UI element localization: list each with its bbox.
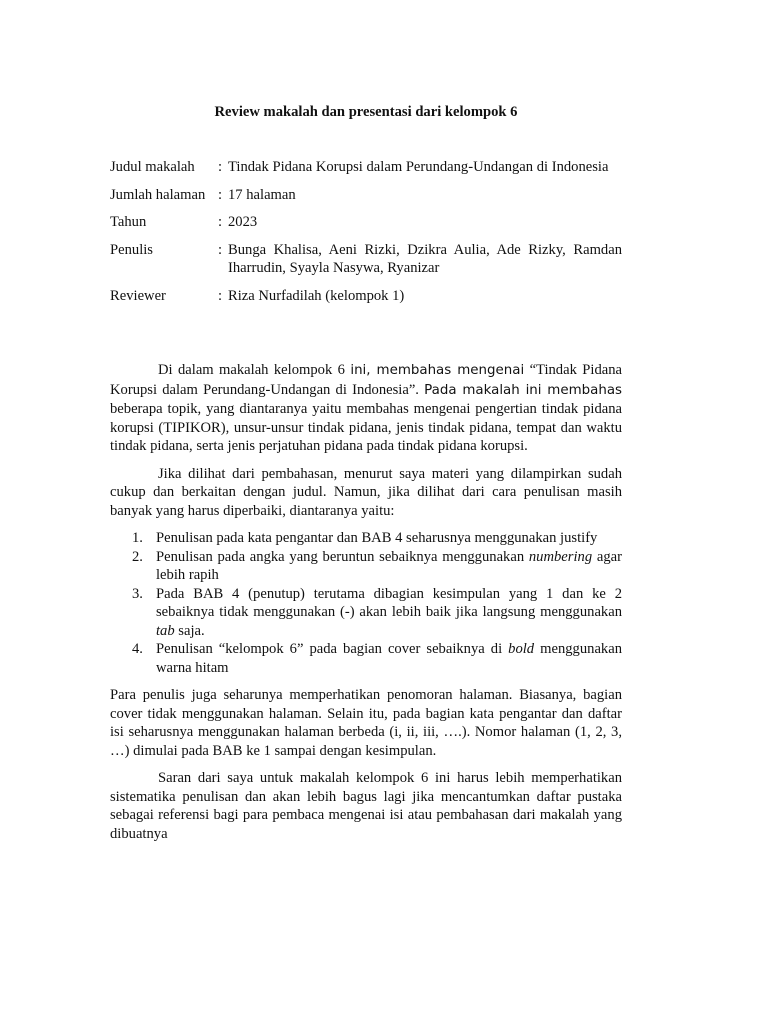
meta-value: Bunga Khalisa, Aeni Rizki, Dzikra Aulia, Ade Rizky, Ramdan Iharrudin, Syayla Nasywa, Ryanizar [228,241,622,276]
list-text: Penulisan “kelompok 6” pada bagian cover sebaiknya di bold menggunakan warna hitam [156,641,622,676]
meta-row-jumlah-halaman [110,186,622,205]
list-item [110,548,622,585]
paragraph-page-numbering: Para penulis juga seharunya memperhatikan penomoran halaman. Biasanya, bagian cover tidak menggunakan halaman. Selain itu, pada bagian kata pengantar dan daftar isi seharusnya menggunakan halaman berbeda (i, ii, iii, ….). Nomor halaman (1, 2, 3, …) dimulai pada BAB ke 1 sampai dengan kesimpulan. [110,687,622,759]
correction-list [110,529,622,677]
meta-separator: : [218,214,223,230]
list-item [110,640,622,677]
meta-key: Jumlah halaman [110,186,206,203]
paragraph-assessment: Jika dilihat dari pembahasan, menurut saya materi yang dilampirkan sudah cukup dan berkaitan dengan judul. Namun, jika dilihat dari cara penulisan masih banyak yang harus diperbaiki, diantaranya yaitu: [110,465,622,519]
list-text: Penulisan pada angka yang beruntun sebaiknya menggunakan numbering agar lebih rapih [156,548,622,583]
paragraph-text: “Tindak Pidana Korupsi dalam Perundang-Undangan di Indonesia”. [110,362,622,398]
list-number: 1. [132,530,143,546]
meta-row-penulis [110,241,622,278]
paragraph-suggestion: Saran dari saya untuk makalah kelompok 6 ini harus lebih memperhatikan sistematika penulisan dan akan lebih bagus lagi jika mencantumkan daftar pustaka sebagai referensi bagi para pembaca mengenai isi atau pembahasan dari makalah yang dibuatnya [110,770,622,842]
list-number: 4. [132,641,143,657]
paragraph-intro [110,361,622,456]
meta-separator: : [218,186,223,203]
list-item [110,529,622,548]
list-number: 3. [132,585,143,602]
meta-row-reviewer [110,287,622,306]
list-text: Penulisan pada kata pengantar dan BAB 4 seharusnya menggunakan justify [156,530,598,546]
review-body [110,361,622,852]
meta-value: 2023 [228,214,258,230]
meta-key: Penulis [110,241,153,258]
meta-separator: : [218,287,223,304]
meta-value: Riza Nurfadilah (kelompok 1) [228,287,405,304]
metadata-table [110,158,622,314]
list-item [110,585,622,641]
meta-separator: : [218,159,223,175]
list-number: 2. [132,548,143,565]
list-text: Pada BAB 4 (penutup) terutama dibagian kesimpulan yang 1 dan ke 2 sebaiknya tidak menggunakan (-) akan lebih baik jika langsung menggunakan tab saja. [156,585,622,639]
paragraph-text: Di dalam makalah kelompok 6 [158,362,351,378]
meta-value: Tindak Pidana Korupsi dalam Perundang-Undangan di Indonesia [228,159,609,175]
meta-row-tahun [110,213,622,232]
page-title: Review makalah dan presentasi dari kelompok 6 [214,104,518,120]
meta-value: 17 halaman [228,186,296,203]
paragraph-text: Pada makalah ini membahas [424,382,623,398]
paragraph-text: ini, membahas mengenai [350,363,525,378]
meta-key: Judul makalah [110,159,195,175]
meta-key: Reviewer [110,287,166,304]
meta-key: Tahun [110,214,147,230]
paragraph-text: beberapa topik, yang diantaranya yaitu membahas mengenai pengertian tindak pidana korupsi (TIPIKOR), unsur-unsur tindak pidana, jenis tindak pidana, tempat dan waktu tindak pidana, serta jenis perjatuhan pidana pada tindak pidana korupsi. [110,401,622,454]
meta-row-judul [110,158,622,177]
meta-separator: : [218,241,223,258]
